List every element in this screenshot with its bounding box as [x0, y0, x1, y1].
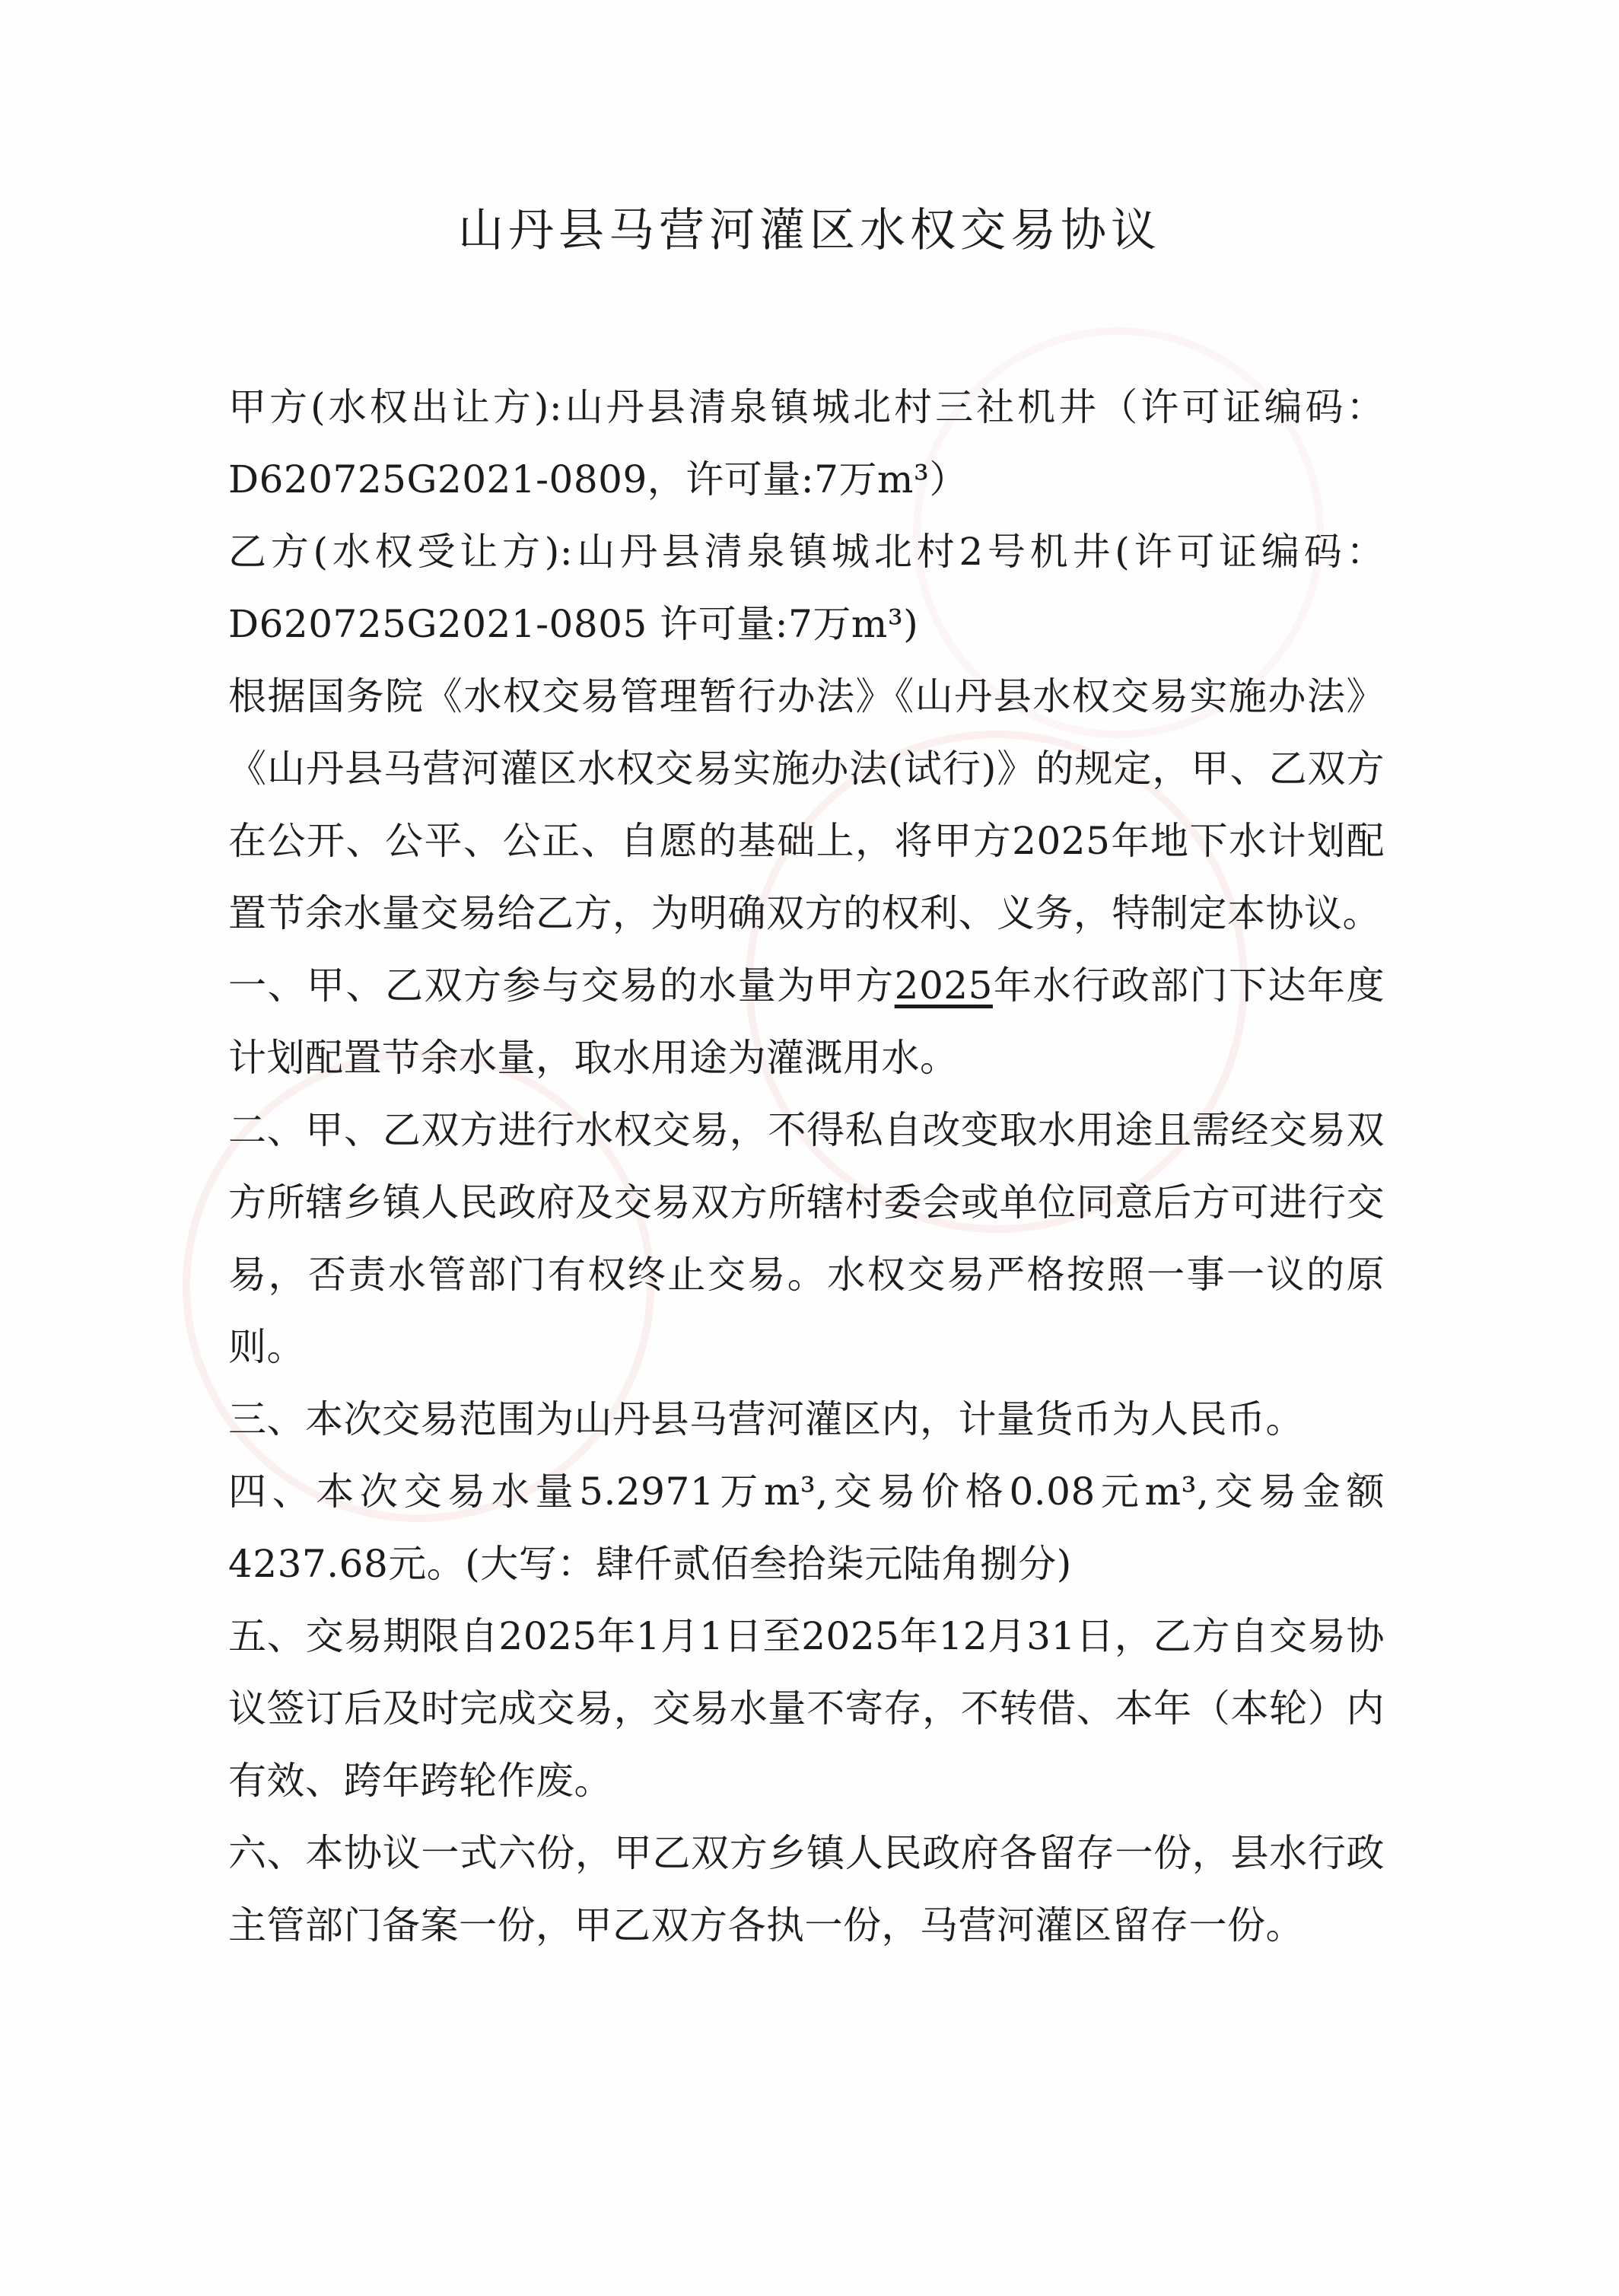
party-b-paragraph: 乙方(水权受让方):山丹县清泉镇城北村2号机井(许可证编码：D620725G2021-0805 许可量:7万m³)	[228, 530, 1385, 646]
clause-4-paragraph: 四、本次交易水量5.2971万m³,交易价格0.08元m³,交易金额4237.68元。(大写：肆仟贰佰叁拾柒元陆角捌分)	[228, 1470, 1385, 1586]
clause-2-paragraph: 二、甲、乙双方进行水权交易，不得私自改变取水用途且需经交易双方所辖乡镇人民政府及交易双方所辖村委会或单位同意后方可进行交易，否责水管部门有权终止交易。水权交易严格按照一事一议的原则。	[228, 1108, 1385, 1369]
clause-1-year-underlined: 2025	[894, 963, 993, 1008]
preamble-paragraph: 根据国务院《水权交易管理暂行办法》《山丹县水权交易实施办法》《山丹县马营河灌区水权交易实施办法(试行)》的规定，甲、乙双方在公开、公平、公正、自愿的基础上，将甲方2025年地下水计划配置节余水量交易给乙方，为明确双方的权利、义务，特制定本协议。	[228, 674, 1385, 935]
clause-1-paragraph	[228, 950, 1385, 1094]
document-title: 山丹县马营河灌区水权交易协议	[458, 204, 1161, 257]
party-a-paragraph: 甲方(水权出让方):山丹县清泉镇城北村三社机井（许可证编码：D620725G2021-0809，许可量:7万m³）	[228, 385, 1385, 502]
clause-1-text-start: 一、甲、乙双方参与交易的水量为甲方	[228, 963, 895, 1008]
clause-5-paragraph: 五、交易期限自2025年1月1日至2025年12月31日，乙方自交易协议签订后及时完成交易，交易水量不寄存，不转借、本年（本轮）内有效、跨年跨轮作废。	[228, 1614, 1385, 1803]
clause-1-text-end: 年水行政部门下达年度计划配置节余水量，取水用途为灌溉用水。	[228, 963, 1385, 1080]
document-body	[228, 371, 1385, 1962]
clause-3-paragraph: 三、本次交易范围为山丹县马营河灌区内，计量货币为人民币。	[228, 1397, 1304, 1441]
clause-6-paragraph: 六、本协议一式六份，甲乙双方乡镇人民政府各留存一份，县水行政主管部门备案一份，甲乙双方各执一份，马营河灌区留存一份。	[228, 1831, 1385, 1947]
